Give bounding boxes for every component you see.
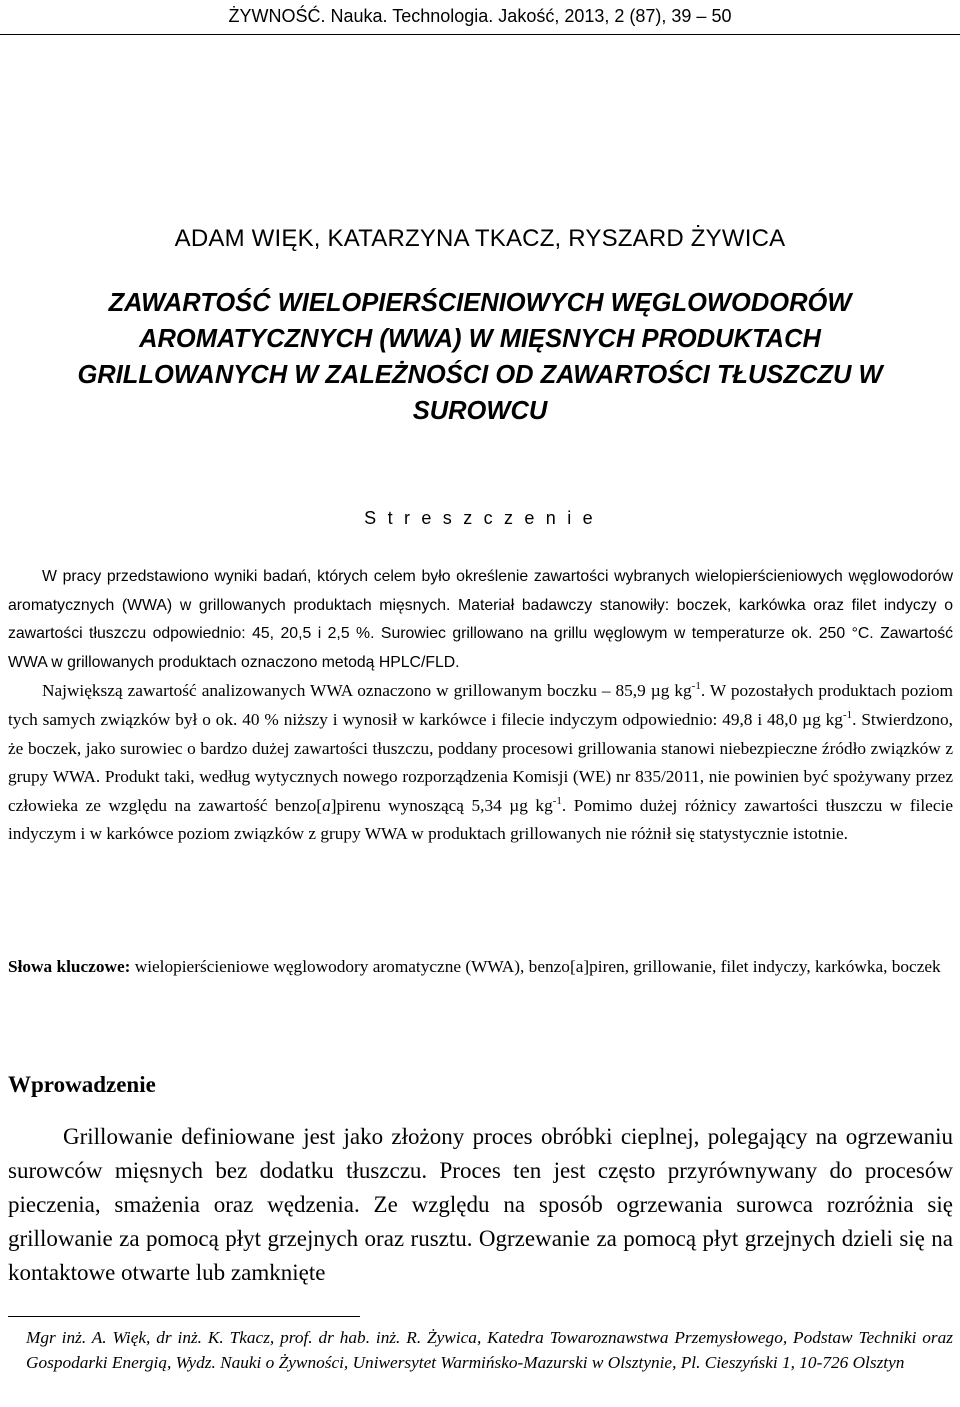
superscript: -1 [842,709,853,722]
article-title: ZAWARTOŚĆ WIELOPIERŚCIENIOWYCH WĘGLOWODORÓW AROMATYCZNYCH (WWA) W MIĘSNYCH PRODUKTACH GRILLOWANYCH W ZALEŻNOŚCI OD ZAWARTOŚCI TŁUSZCZU W SUROWCU [77,289,883,425]
abstract-text: Największą zawartość analizowanych WWA oznaczono w grillowanym boczku – 85,9 µg kg [42,681,692,701]
superscript: -1 [552,794,562,807]
abstract-text: . Pomimo dużej różnicy zawartości tłuszczu w filecie indyczym i w karkówce poziom związków z grupy WWA w produktach grillowanych nie różnił się statystycznie istotnie. [8,795,953,844]
abstract-heading: S t r e s z c z e n i e [364,508,596,528]
abstract-text: . Stwierdzono, że boczek, jako surowiec o bardzo dużej zawartości tłuszczu, poddany procesowi grillowania stanowi niebezpieczne źródło związków z grupy WWA. Produkt taki, według wytycznych nowego rozporządzenia Komisji (WE) nr 835/2011, nie powinien być spożywany przez człowieka ze względu na zawartość benzo[ [8,709,953,815]
abstract-text: . W pozostałych produktach poziom tych samych związków był o ok. 40 % niższy i wynosił w karkówce i filecie indyczym odpowiednio: 49,8 i 48,0 µg kg [8,681,953,729]
abstract [8,563,953,849]
abstract-text: ]pirenu wynoszącą 5,34 µg kg [330,795,553,815]
section-heading: Wprowadzenie [8,1072,156,1097]
authors: ADAM WIĘK, KATARZYNA TKACZ, RYSZARD ŻYWICA [174,225,786,252]
intro-paragraph: Grillowanie definiowane jest jako złożony proces obróbki cieplnej, polegający na ogrzewaniu surowców mięsnych bez dodatku tłuszczu. Proces ten jest często przyrównywany do procesów pieczenia, smażenia oraz wędzenia. Ze względu na sposób ogrzewania surowca rozróżnia się grillowanie za pomocą płyt grzejnych oraz rusztu. Ogrzewanie za pomocą płyt grzejnych dzieli się na kontaktowe otwarte lub zamknięte [8,1124,953,1285]
superscript: -1 [691,680,701,693]
abstract-paragraph-1: W pracy przedstawiono wyniki badań, których celem było określenie zawartości wybranych wielopierścieniowych węglowodorów aromatycznych (WWA) w grillowanych produktach mięsnych. Materiał badawczy stanowiły: boczek, karkówka oraz filet indyczy o zawartości tłuszczu odpowiednio: 45, 20,5 i 2,5 %. Surowiec grillowano na grillu węglowym w temperaturze ok. 250 °C. Zawartość WWA w grillowanych produktach oznaczono metodą HPLC/FLD. [8,568,953,671]
keywords-text: wielopierścieniowe węglowodory aromatyczne (WWA), benzo[a]piren, grillowanie, filet indyczy, karkówka, boczek [130,957,941,976]
header-rule [0,34,960,35]
keywords [8,953,953,982]
italic-a: a [322,795,331,815]
running-head: ŻYWNOŚĆ. Nauka. Technologia. Jakość, 2013, 2 (87), 39 – 50 [228,6,732,26]
footnote-rule [8,1316,360,1317]
abstract-paragraph-2 [8,677,953,849]
keywords-label: Słowa kluczowe: [8,957,131,976]
author-affiliation-footnote: Mgr inż. A. Więk, dr inż. K. Tkacz, prof. dr hab. inż. R. Żywica, Katedra Towaroznawstwa Przemysłowego, Podstaw Techniki oraz Gospodarki Energią, Wydz. Nauki o Żywności, Uniwersytet Warmińsko-Mazurski w Olsztynie, Pl. Cieszyński 1, 10-726 Olsztyn [26,1328,953,1372]
